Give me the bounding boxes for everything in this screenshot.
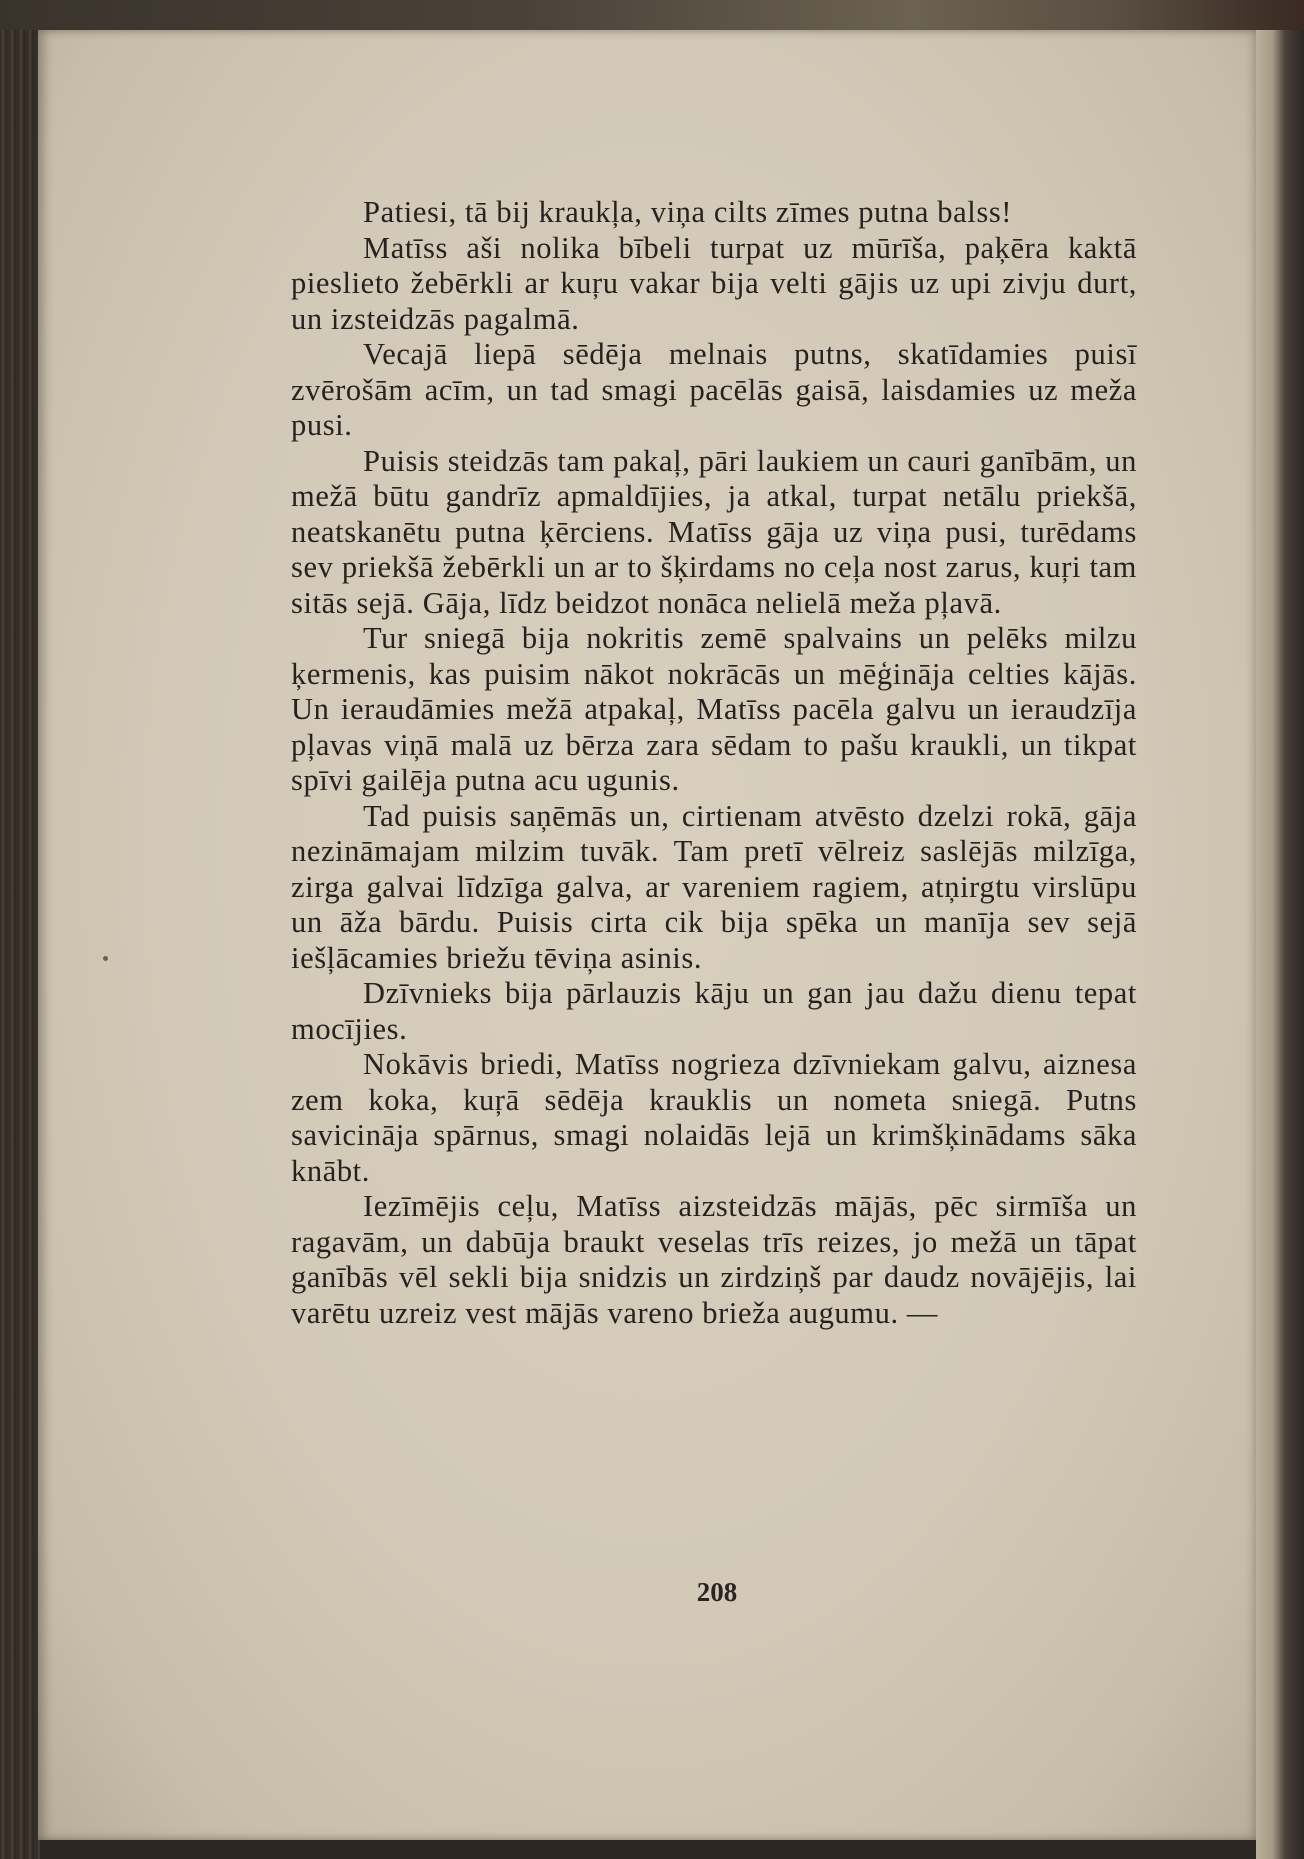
paragraph-5: Tur sniegā bija nokritis zemē spalvains un pelēks milzu ķermenis, kas puisim nākot nokrācās un mēģināja celties kājās. Un ieraudāmies mežā atpakaļ, Matīss pacēla galvu un ieraudzīja pļavas viņā malā uz bērza zara sēdam to pašu kraukli, un tikpat spīvi gailēja putna acu ugunis. [291,621,1137,797]
body-text [291,195,1137,1331]
paragraph-4: Puisis steidzās tam pakaļ, pāri laukiem un cauri ganībām, un mežā būtu gandrīz apmaldījies, ja atkal, turpat netālu priekšā, neatskanētu putna ķērciens. Matīss gāja uz viņa pusi, turēdams sev priekšā žebērkli un ar to šķirdams no ceļa nost zarus, kuŗi tam sitās sejā. Gāja, līdz beidzot nonāca nelielā meža pļavā. [291,443,1137,620]
paragraph-6: Tad puisis saņēmās un, cirtienam atvēsto dzelzi rokā, gāja nezināmajam milzim tuvāk. Tam pretī vēlreiz saslējās milzīga, zirga galvai līdzīga galva, ar vareniem ragiem, atņirgtu virslūpu un āža bārdu. Puisis cirta cik bija spēka un manīja sev sejā iešļācamies briežu tēviņa asinis. [291,798,1137,975]
page-number: 208 [696,1577,738,1607]
ink-speck [103,956,108,961]
paragraph-9: Iezīmējis ceļu, Matīss aizsteidzās mājās, pēc sirmīša un ragavām, un dabūja braukt veselas trīs reizes, jo mežā un tāpat ganībās vēl sekli bija snidzis un zirdziņš par daudz novājējis, lai varētu uzreiz vest mājās vareno brieža augumu. — [291,1189,1137,1330]
paragraph-2: Matīss aši nolika bībeli turpat uz mūrīša, paķēra kaktā pieslieto žebērkli ar kuŗu vakar bija velti gājis uz upi zivju durt, un izsteidzās pagalmā. [291,230,1137,336]
paragraph-3: Vecajā liepā sēdēja melnais putns, skatīdamies puisī zvērošām acīm, un tad smagi pacēlās gaisā, laisdamies uz meža pusi. [291,337,1137,442]
paragraph-1: Patiesi, tā bij kraukļa, viņa cilts zīmes putna balss! [363,195,1013,229]
paragraph-8: Nokāvis briedi, Matīss nogrieza dzīvniekam galvu, aiznesa zem koka, kuŗā sēdēja krauklis un nometa sniegā. Putns savicināja spārnus, smagi nolaidās lejā un krimšķinādams sāka knābt. [291,1047,1137,1188]
paragraph-7: Dzīvnieks bija pārlauzis kāju un gan jau dažu dienu tepat mocījies. [291,976,1137,1046]
